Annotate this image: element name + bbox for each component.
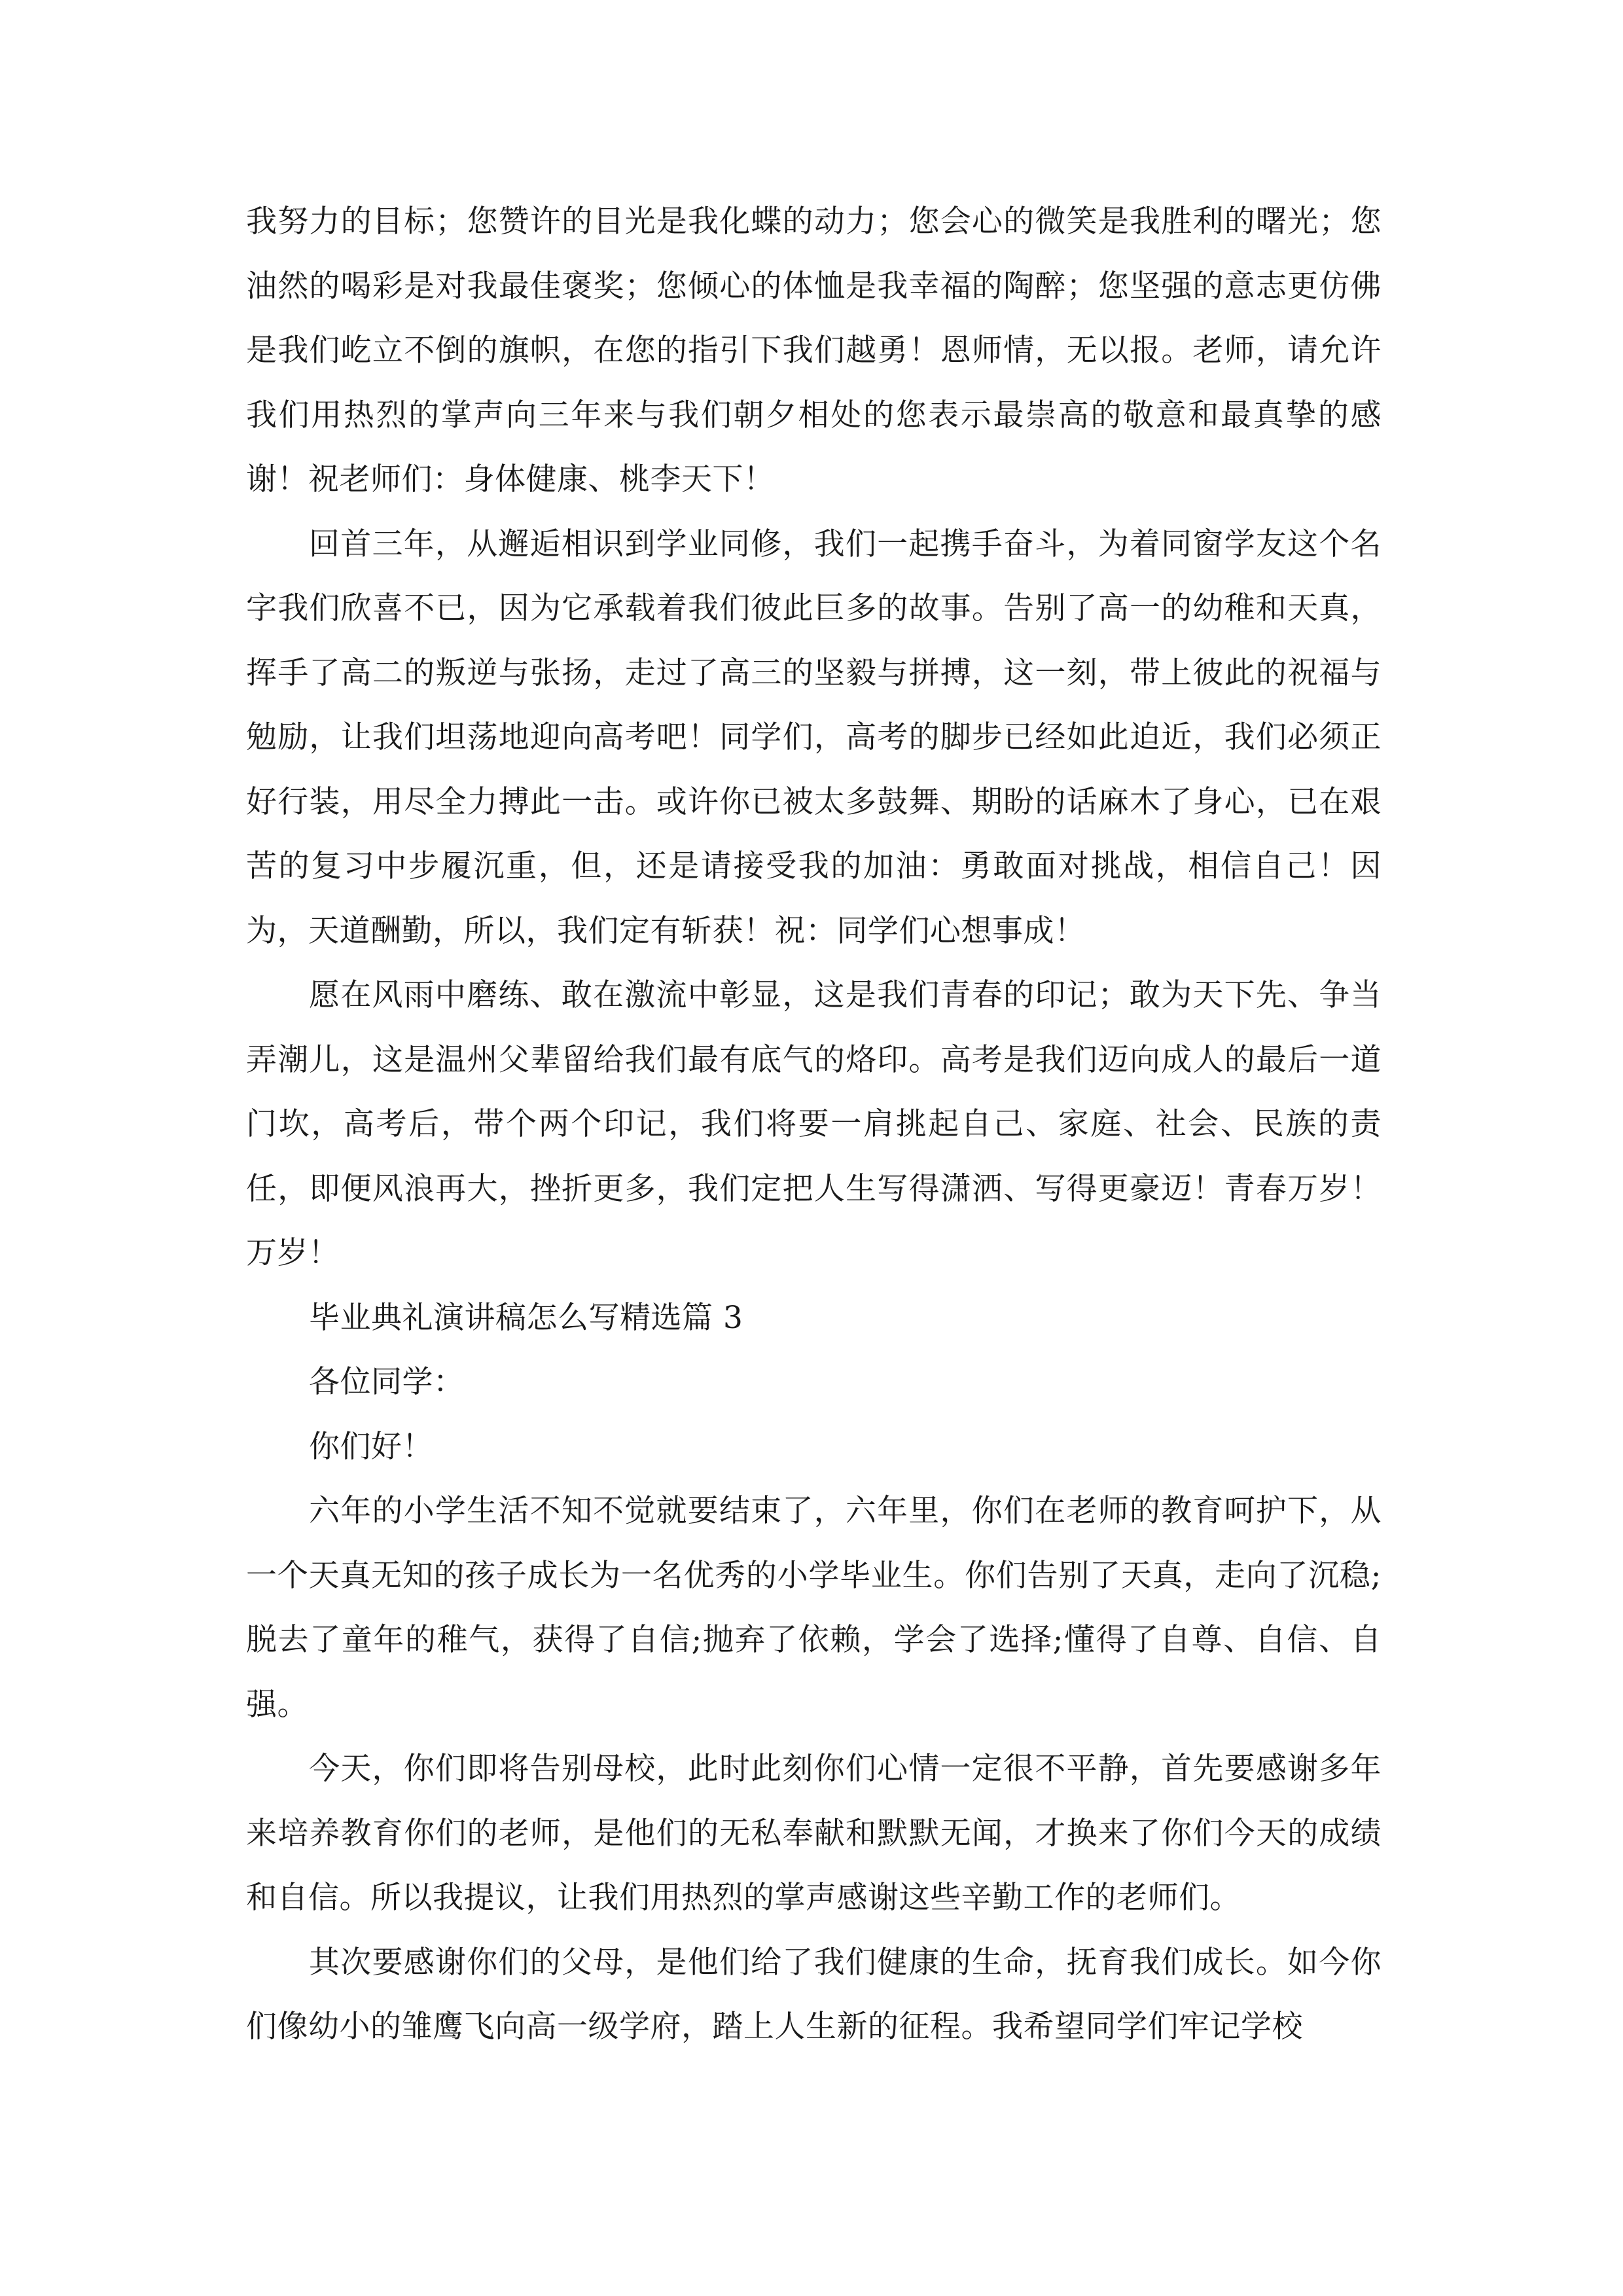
paragraph-thank-teachers: 今天，你们即将告别母校，此时此刻你们心情一定很不平静，首先要感谢多年来培养教育你们的老师，是他们的无私奉献和默默无闻，才换来了你们今天的成绩和自信。所以我提议，让我们用热烈的掌声感谢这些辛勤工作的老师们。 bbox=[246, 1751, 1382, 1916]
paragraph-youth-mark: 愿在风雨中磨练、敢在激流中彰显，这是我们青春的印记；敢为天下先、争当弄潮儿，这是温州父辈留给我们最有底气的烙印。高考是我们迈向成人的最后一道门坎，高考后，带个两个印记，我们将要一肩挑起自己、家庭、社会、民族的责任，即便风浪再大，挫折更多，我们定把人生写得潇洒、写得更豪迈！青春万岁！万岁！ bbox=[246, 977, 1382, 1271]
paragraph-thank-parents: 其次要感谢你们的父母，是他们给了我们健康的生命，抚育我们成长。如今你们像幼小的雏鹰飞向高一级学府，踏上人生新的征程。我希望同学们牢记学校 bbox=[246, 1944, 1382, 2045]
paragraph-gratitude-teachers: 我努力的目标；您赞许的目光是我化蝶的动力；您会心的微笑是我胜利的曙光；您油然的喝彩是对我最佳褒奖；您倾心的体恤是我幸福的陶醉；您坚强的意志更仿佛是我们屹立不倒的旗帜，在您的指引下我们越勇！恩师情，无以报。老师，请允许我们用热烈的掌声向三年来与我们朝夕相处的您表示最崇高的敬意和最真挚的感谢！祝老师们：身体健康、桃李天下！ bbox=[246, 204, 1382, 497]
salutation: 各位同学： bbox=[309, 1364, 465, 1400]
greeting: 你们好！ bbox=[309, 1428, 433, 1465]
section-heading: 毕业典礼演讲稿怎么写精选篇 3 bbox=[309, 1299, 743, 1336]
paragraph-three-years: 回首三年，从邂逅相识到学业同修，我们一起携手奋斗，为着同窗学友这个名字我们欣喜不已，因为它承载着我们彼此巨多的故事。告别了高一的幼稚和天真，挥手了高二的叛逆与张扬，走过了高三的坚毅与拼搏，这一刻，带上彼此的祝福与勉励，让我们坦荡地迎向高考吧！同学们，高考的脚步已经如此迫近，我们必须正好行装，用尽全力搏此一击。或许你已被太多鼓舞、期盼的话麻木了身心，已在艰苦的复习中步履沉重，但，还是请接受我的加油：勇敢面对挑战，相信自己！因为，天道酬勤，所以，我们定有斩获！祝：同学们心想事成！ bbox=[246, 526, 1382, 949]
document-body bbox=[246, 190, 1382, 2060]
paragraph-six-years: 六年的小学生活不知不觉就要结束了，六年里，你们在老师的教育呵护下，从一个天真无知的孩子成长为一名优秀的小学毕业生。你们告别了天真，走向了沉稳;脱去了童年的稚气，获得了自信;抛弃了依赖，学会了选择;懂得了自尊、自信、自强。 bbox=[246, 1493, 1382, 1723]
